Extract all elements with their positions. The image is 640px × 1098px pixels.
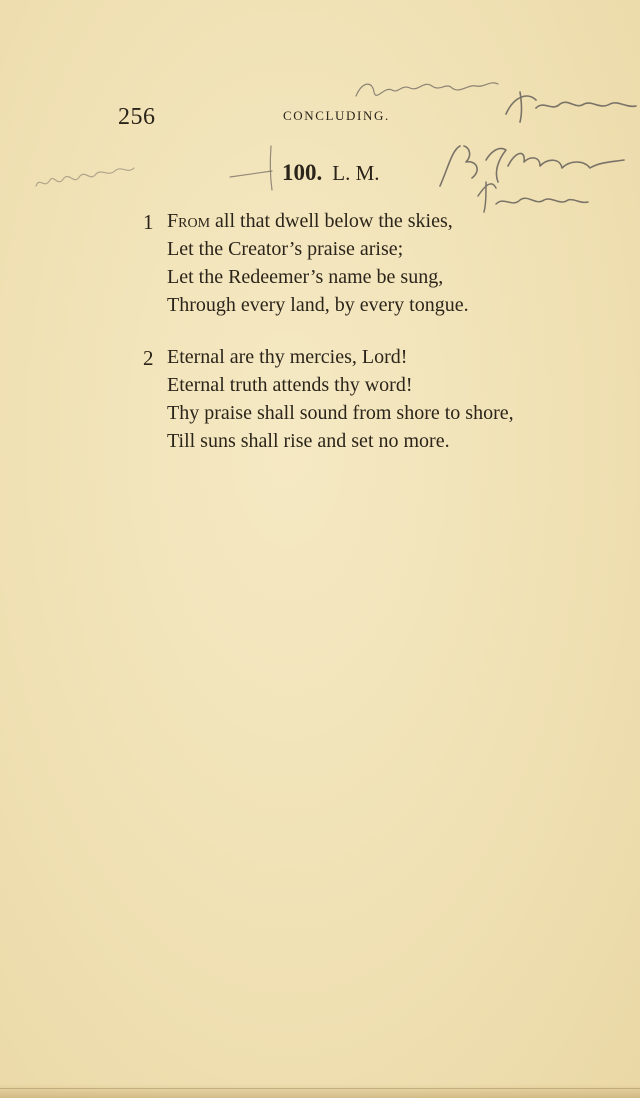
stanza-line: Eternal are thy mercies, Lord! <box>167 346 408 368</box>
stanza-line: Through every land, by every tongue. <box>167 294 469 316</box>
stanza-line: Till suns shall rise and set no more. <box>167 430 450 452</box>
first-line-rest: all that dwell below the skies, <box>210 210 453 232</box>
stanza-line: Let the Redeemer’s name be sung, <box>167 266 444 288</box>
stanza-line: Thy praise shall sound from shore to shore, <box>167 402 514 424</box>
hymn-meter: L. M. <box>332 161 380 185</box>
page-number: 256 <box>118 104 156 130</box>
stanza-line: Eternal truth attends thy word! <box>167 374 413 396</box>
pencil-scribble-top <box>356 83 498 96</box>
verse-number: 2 <box>143 346 154 370</box>
pencil-dash <box>230 171 272 177</box>
pencil-scribble-lower-right <box>478 182 588 212</box>
stanza-line: Let the Creator’s praise arise; <box>167 238 404 260</box>
pencil-scribble-left <box>36 168 134 186</box>
running-head: CONCLUDING. <box>283 108 390 123</box>
page-edge-shadow <box>0 1084 640 1098</box>
pencil-vertical-stroke <box>270 146 272 190</box>
pencil-scribble-mid-right <box>440 146 624 186</box>
hymn-number: 100. <box>282 160 323 185</box>
verse-number: 1 <box>143 210 154 234</box>
pencil-scribble-top-right <box>506 92 636 122</box>
first-word-smallcaps: From <box>167 210 211 232</box>
